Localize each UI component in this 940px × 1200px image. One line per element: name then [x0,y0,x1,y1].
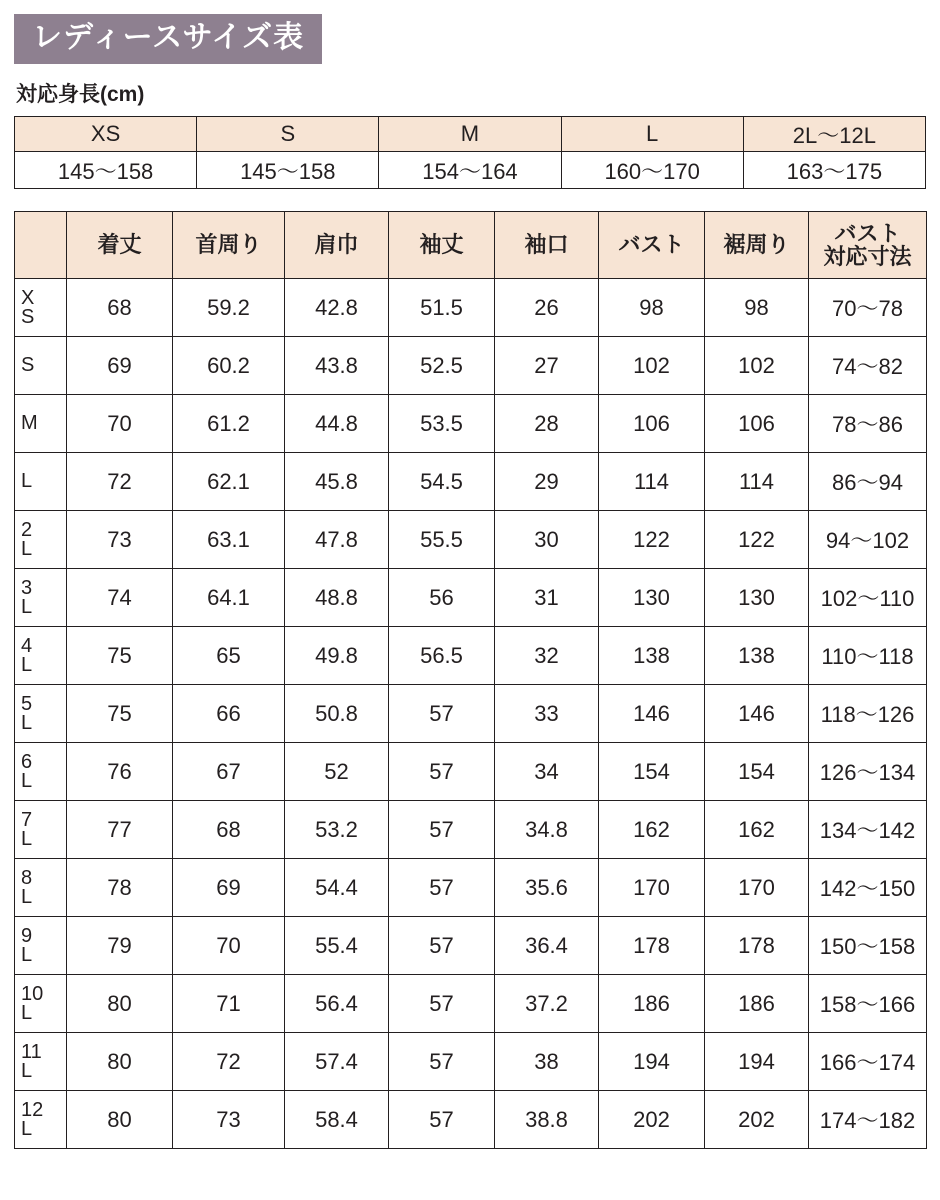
cell-sodetake: 57 [389,1033,495,1091]
cell-bust-fit: 158〜166 [809,975,927,1033]
row-size-line1: 8 [21,866,33,889]
row-size-line1: 4 [21,634,33,657]
table-row [15,975,927,1033]
table-row [15,917,927,975]
cell-kitake: 69 [67,337,173,395]
cell-kitake: 74 [67,569,173,627]
cell-katahaba: 55.4 [285,917,389,975]
cell-katahaba: 47.8 [285,511,389,569]
cell-sodetake: 55.5 [389,511,495,569]
row-size-line1: 5 [21,692,33,715]
cell-sodetake: 57 [389,917,495,975]
row-size-line1: L [21,470,33,492]
cell-bust: 130 [599,569,705,627]
cell-kitake: 77 [67,801,173,859]
cell-bust-fit: 118〜126 [809,685,927,743]
row-size-line2: L [21,1059,33,1082]
cell-katahaba: 49.8 [285,627,389,685]
cell-kubimawari: 66 [173,685,285,743]
cell-katahaba: 52 [285,743,389,801]
cell-bust: 202 [599,1091,705,1149]
cell-sodetake: 52.5 [389,337,495,395]
cell-sodetake: 57 [389,801,495,859]
cell-susomawari: 138 [705,627,809,685]
height-value-s: 145〜158 [197,152,379,189]
cell-kubimawari: 64.1 [173,569,285,627]
cell-bust: 154 [599,743,705,801]
cell-bust: 138 [599,627,705,685]
cell-bust: 122 [599,511,705,569]
table-row [15,511,927,569]
cell-bust-fit: 86〜94 [809,453,927,511]
cell-kubimawari: 59.2 [173,279,285,337]
cell-kubimawari: 67 [173,743,285,801]
cell-sodetake: 53.5 [389,395,495,453]
height-value-m: 154〜164 [379,152,561,189]
bust-fit-line1: バスト [834,220,901,246]
cell-sodeguchi: 28 [495,395,599,453]
height-col-2l-12l: 2L〜12L [743,117,925,152]
cell-sodeguchi: 30 [495,511,599,569]
row-size-label [15,279,67,337]
cell-bust-fit: 142〜150 [809,859,927,917]
row-size-label [15,1091,67,1149]
table-row [15,279,927,337]
cell-katahaba: 42.8 [285,279,389,337]
measurement-col-kitake: 着丈 [67,212,173,279]
cell-bust-fit: 94〜102 [809,511,927,569]
cell-kubimawari: 73 [173,1091,285,1149]
cell-kubimawari: 60.2 [173,337,285,395]
cell-kubimawari: 71 [173,975,285,1033]
cell-kitake: 70 [67,395,173,453]
cell-kitake: 80 [67,1091,173,1149]
row-size-line1: 9 [21,924,33,947]
cell-sodeguchi: 29 [495,453,599,511]
row-size-label [15,975,67,1033]
cell-kitake: 75 [67,685,173,743]
cell-sodetake: 57 [389,1091,495,1149]
row-size-line2: L [21,827,33,850]
measurement-col-bust-fit [809,212,927,279]
cell-bust-fit: 134〜142 [809,801,927,859]
height-section-label: 対応身長(cm) [16,83,145,106]
cell-kitake: 76 [67,743,173,801]
cell-sodeguchi: 32 [495,627,599,685]
cell-sodetake: 51.5 [389,279,495,337]
cell-sodetake: 57 [389,743,495,801]
cell-kitake: 80 [67,1033,173,1091]
cell-sodeguchi: 33 [495,685,599,743]
cell-bust: 194 [599,1033,705,1091]
row-size-label [15,917,67,975]
row-size-label [15,1033,67,1091]
row-size-line1: 6 [21,750,33,773]
cell-susomawari: 146 [705,685,809,743]
row-size-line2: L [21,711,33,734]
cell-sodeguchi: 34 [495,743,599,801]
cell-susomawari: 98 [705,279,809,337]
measurement-col-bust: バスト [599,212,705,279]
cell-sodeguchi: 36.4 [495,917,599,975]
cell-bust: 114 [599,453,705,511]
cell-kubimawari: 70 [173,917,285,975]
measurement-col-katahaba: 肩巾 [285,212,389,279]
table-row [15,685,927,743]
table-row [15,627,927,685]
cell-susomawari: 186 [705,975,809,1033]
table-row [15,801,927,859]
cell-susomawari: 162 [705,801,809,859]
row-size-line1: 7 [21,808,33,831]
cell-bust: 98 [599,279,705,337]
table-row [15,1033,927,1091]
cell-katahaba: 48.8 [285,569,389,627]
row-size-line2: L [21,595,33,618]
cell-sodetake: 57 [389,975,495,1033]
row-size-line2: L [21,1001,33,1024]
cell-kubimawari: 72 [173,1033,285,1091]
row-size-line2: L [21,769,33,792]
cell-kitake: 73 [67,511,173,569]
cell-susomawari: 122 [705,511,809,569]
cell-bust-fit: 150〜158 [809,917,927,975]
measurement-table [14,211,927,1149]
table-row [15,1091,927,1149]
row-size-line1: 11 [21,1040,42,1063]
table-row [15,569,927,627]
cell-kubimawari: 68 [173,801,285,859]
row-size-label [15,337,67,395]
row-size-label [15,395,67,453]
row-size-line1: X [21,286,35,309]
cell-sodeguchi: 38 [495,1033,599,1091]
row-size-line1: 2 [21,518,33,541]
height-col-xs: XS [15,117,197,152]
row-size-label [15,627,67,685]
cell-bust-fit: 174〜182 [809,1091,927,1149]
cell-kubimawari: 63.1 [173,511,285,569]
measurement-col-susomawari: 裾周り [705,212,809,279]
row-size-line1: M [21,412,38,434]
cell-katahaba: 53.2 [285,801,389,859]
measurement-col-kubimawari: 首周り [173,212,285,279]
cell-bust-fit: 166〜174 [809,1033,927,1091]
cell-susomawari: 106 [705,395,809,453]
row-size-line2: L [21,1117,33,1140]
row-size-line2: L [21,537,33,560]
row-size-line1: 12 [21,1098,44,1121]
cell-sodetake: 57 [389,685,495,743]
cell-sodeguchi: 37.2 [495,975,599,1033]
cell-bust: 170 [599,859,705,917]
height-value-2l-12l: 163〜175 [743,152,925,189]
row-size-line2: L [21,653,33,676]
cell-bust-fit: 102〜110 [809,569,927,627]
cell-katahaba: 58.4 [285,1091,389,1149]
cell-kitake: 72 [67,453,173,511]
cell-kitake: 79 [67,917,173,975]
measurement-body [15,279,927,1149]
cell-sodeguchi: 38.8 [495,1091,599,1149]
cell-sodetake: 57 [389,859,495,917]
row-size-line1: 3 [21,576,33,599]
row-size-label [15,685,67,743]
cell-susomawari: 202 [705,1091,809,1149]
cell-susomawari: 114 [705,453,809,511]
cell-susomawari: 102 [705,337,809,395]
cell-susomawari: 154 [705,743,809,801]
cell-bust: 162 [599,801,705,859]
row-size-label [15,801,67,859]
row-size-line2: S [21,305,35,328]
cell-sodeguchi: 35.6 [495,859,599,917]
cell-bust: 186 [599,975,705,1033]
bust-fit-line2: 対応寸法 [823,244,912,269]
row-size-label [15,453,67,511]
cell-kubimawari: 65 [173,627,285,685]
cell-kubimawari: 69 [173,859,285,917]
cell-katahaba: 45.8 [285,453,389,511]
table-row [15,743,927,801]
cell-bust: 106 [599,395,705,453]
cell-bust: 102 [599,337,705,395]
row-size-label [15,743,67,801]
table-row [15,453,927,511]
height-value-xs: 145〜158 [15,152,197,189]
cell-katahaba: 56.4 [285,975,389,1033]
cell-kubimawari: 62.1 [173,453,285,511]
cell-sodetake: 56.5 [389,627,495,685]
cell-bust: 178 [599,917,705,975]
table-row [15,859,927,917]
cell-bust-fit: 74〜82 [809,337,927,395]
cell-katahaba: 43.8 [285,337,389,395]
cell-sodetake: 56 [389,569,495,627]
cell-kitake: 68 [67,279,173,337]
height-table-header-row [15,117,926,152]
measurement-col-sodeguchi: 袖口 [495,212,599,279]
table-row [15,337,927,395]
cell-bust-fit: 126〜134 [809,743,927,801]
row-size-line1: 10 [21,982,44,1005]
cell-sodeguchi: 34.8 [495,801,599,859]
height-table [14,116,926,189]
cell-bust-fit: 110〜118 [809,627,927,685]
cell-susomawari: 178 [705,917,809,975]
row-size-line2: L [21,885,33,908]
measurement-corner-cell [15,212,67,279]
cell-bust-fit: 70〜78 [809,279,927,337]
cell-katahaba: 54.4 [285,859,389,917]
cell-kitake: 80 [67,975,173,1033]
cell-bust: 146 [599,685,705,743]
measurement-header-row [15,212,927,279]
cell-sodeguchi: 31 [495,569,599,627]
row-size-label [15,569,67,627]
measurement-col-sodetake: 袖丈 [389,212,495,279]
cell-susomawari: 130 [705,569,809,627]
cell-sodeguchi: 27 [495,337,599,395]
row-size-line1: S [21,354,35,376]
cell-sodetake: 54.5 [389,453,495,511]
height-col-m: M [379,117,561,152]
cell-bust-fit: 78〜86 [809,395,927,453]
height-col-s: S [197,117,379,152]
height-value-l: 160〜170 [561,152,743,189]
row-size-line2: L [21,943,33,966]
row-size-label [15,859,67,917]
cell-susomawari: 194 [705,1033,809,1091]
cell-kubimawari: 61.2 [173,395,285,453]
cell-sodeguchi: 26 [495,279,599,337]
cell-katahaba: 57.4 [285,1033,389,1091]
page-title: レディースサイズ表 [14,14,322,64]
cell-susomawari: 170 [705,859,809,917]
height-col-l: L [561,117,743,152]
cell-katahaba: 50.8 [285,685,389,743]
row-size-label [15,511,67,569]
cell-katahaba: 44.8 [285,395,389,453]
cell-kitake: 75 [67,627,173,685]
table-row [15,395,927,453]
height-table-value-row [15,152,926,189]
cell-kitake: 78 [67,859,173,917]
